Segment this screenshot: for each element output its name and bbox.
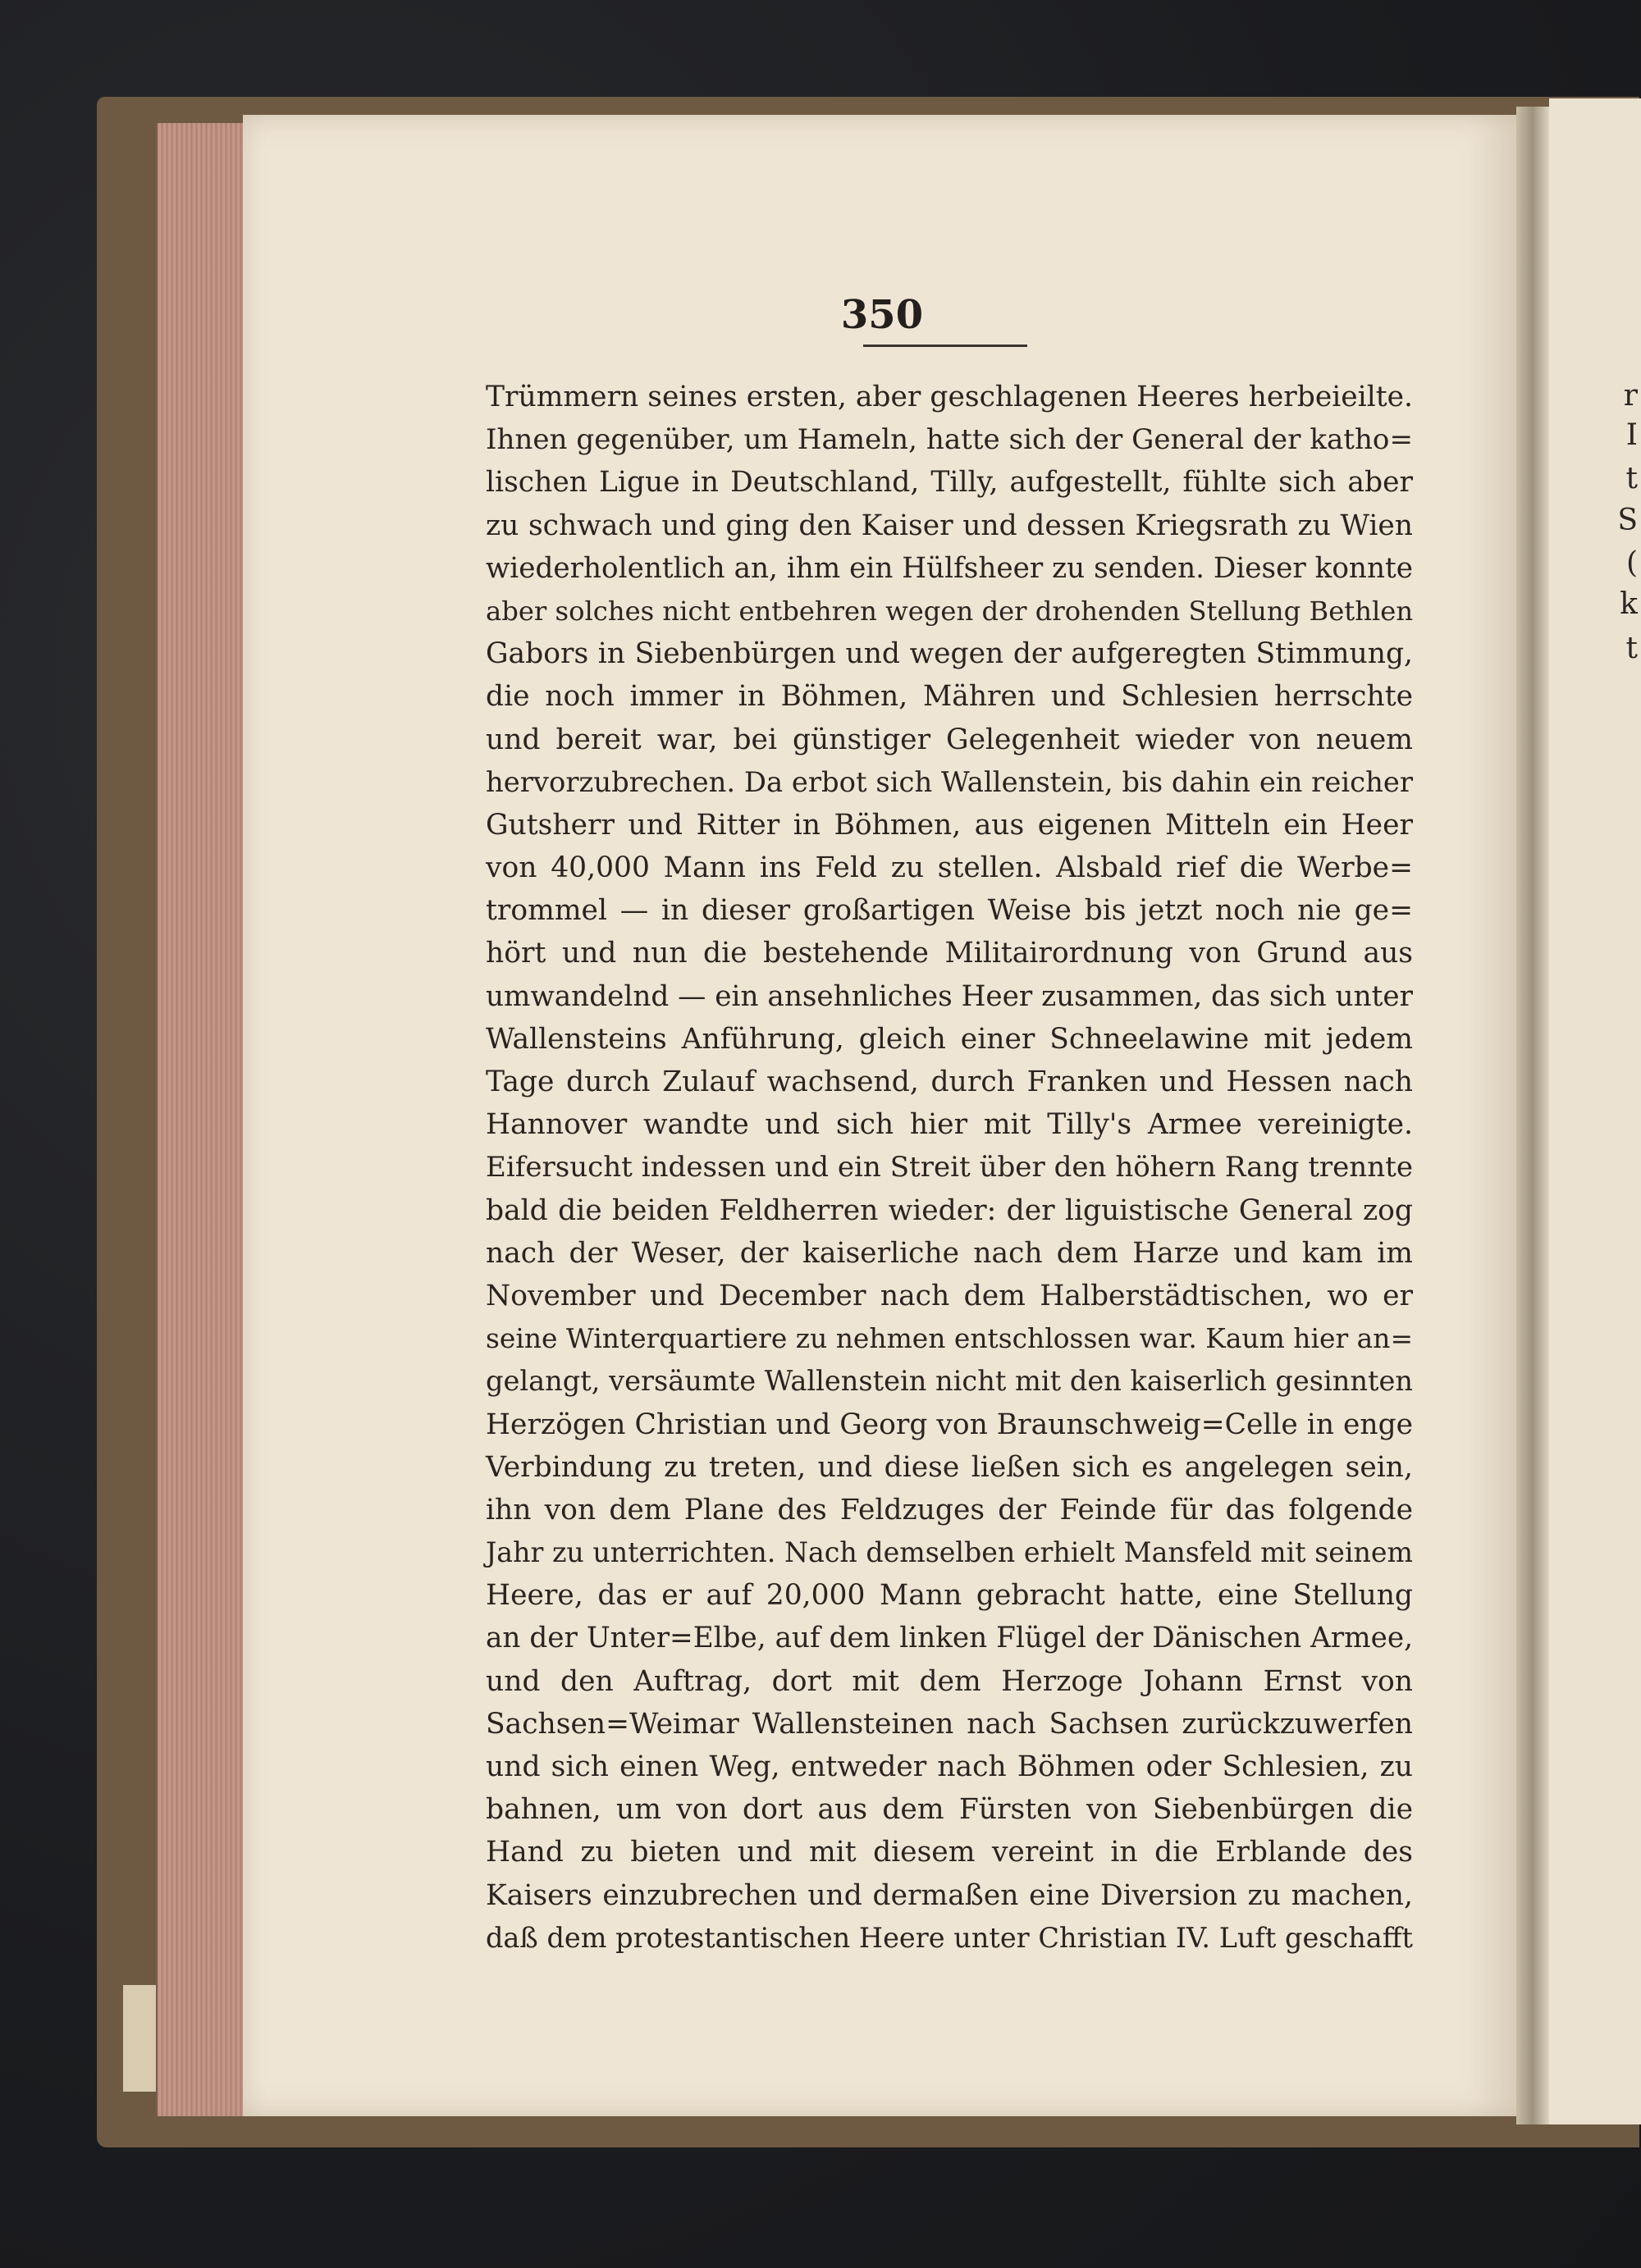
facing-page-fragment: I bbox=[1625, 418, 1638, 452]
header-rule bbox=[863, 345, 1027, 347]
text-line: ihn von dem Plane des Feldzuges der Feinde für das folgende bbox=[486, 1493, 1413, 1526]
text-line: aber solches nicht entbehren wegen der drohenden Stellung Bethlen bbox=[486, 595, 1414, 627]
text-line: Eifersucht indessen und ein Streit über den höhern Rang trennte bbox=[486, 1151, 1413, 1184]
text-line: Hand zu bieten und mit diesem vereint in die Erblande des bbox=[486, 1836, 1413, 1869]
text-line: seine Winterquartiere zu nehmen entschlossen war. Kaum hier an= bbox=[486, 1322, 1413, 1355]
text-line: Verbindung zu treten, und diese ließen sich es angelegen sein, bbox=[486, 1450, 1413, 1484]
text-line: gelangt, versäumte Wallenstein nicht mit den kaiserlich gesinnten bbox=[486, 1365, 1413, 1398]
text-line: Herzögen Christian und Georg von Braunschweig=Celle in enge bbox=[486, 1408, 1414, 1441]
facing-page-fragment: t bbox=[1625, 462, 1638, 495]
text-line: Sachsen=Weimar Wallensteinen nach Sachsen zurückzuwerfen bbox=[486, 1707, 1413, 1741]
facing-page-fragment: S bbox=[1617, 504, 1638, 537]
text-line: lischen Ligue in Deutschland, Tilly, aufgestellt, fühlte sich aber bbox=[486, 466, 1413, 500]
text-line: an der Unter=Elbe, auf dem linken Flügel der Dänischen Armee, bbox=[486, 1622, 1413, 1655]
text-line: Gutsherr und Ritter in Böhmen, aus eigenen Mitteln ein Heer bbox=[486, 808, 1413, 842]
book-gutter bbox=[1516, 107, 1549, 2124]
facing-page-fragment: t bbox=[1625, 632, 1638, 665]
text-line: nach der Weser, der kaiserliche nach dem Harze und kam im bbox=[486, 1236, 1413, 1270]
text-line: umwandelnd — ein ansehnliches Heer zusammen, das sich unter bbox=[486, 979, 1413, 1013]
text-line: die noch immer in Böhmen, Mähren und Schlesien herrschte bbox=[486, 680, 1413, 714]
body-text bbox=[486, 376, 1413, 1960]
facing-page-fragment: ( bbox=[1625, 546, 1638, 580]
text-line: bahnen, um von dort aus dem Fürsten von Siebenbürgen die bbox=[486, 1793, 1413, 1827]
text-line: hervorzubrechen. Da erbot sich Wallenstein, bis dahin ein reicher bbox=[486, 765, 1413, 798]
text-line: Heere, das er auf 20,000 Mann gebracht hatte, eine Stellung bbox=[486, 1579, 1413, 1613]
text-line: und sich einen Weg, entweder nach Böhmen oder Schlesien, zu bbox=[486, 1750, 1413, 1783]
facing-page-fragment: r bbox=[1623, 379, 1638, 413]
facing-page bbox=[1549, 98, 1641, 2124]
text-line: hört und nun die bestehende Militairordnung von Grund aus bbox=[486, 937, 1413, 970]
text-line: Trümmern seines ersten, aber geschlagenen Heeres herbeieilte. bbox=[486, 381, 1413, 413]
text-line: von 40,000 Mann ins Feld zu stellen. Alsbald rief die Werbe= bbox=[486, 851, 1413, 885]
page-stack-edge bbox=[156, 123, 248, 2116]
text-line: Gabors in Siebenbürgen und wegen der aufgeregten Stimmung, bbox=[486, 637, 1413, 671]
page-number-row bbox=[0, 292, 1641, 338]
text-line: Jahr zu unterrichten. Nach demselben erhielt Mansfeld mit seinem bbox=[486, 1536, 1413, 1569]
text-line: wiederholentlich an, ihm ein Hülfsheer zu senden. Dieser konnte bbox=[486, 551, 1413, 585]
text-line: Tage durch Zulauf wachsend, durch Franken und Hessen nach bbox=[486, 1066, 1413, 1098]
text-line: daß dem protestantischen Heere unter Christian IV. Luft geschafft bbox=[486, 1921, 1413, 1954]
text-line: und den Auftrag, dort mit dem Herzoge Johann Ernst von bbox=[486, 1664, 1413, 1698]
text-line: Hannover wandte und sich hier mit Tilly's Armee vereinigte. bbox=[486, 1108, 1413, 1142]
text-line: bald die beiden Feldherren wieder: der liguistische General zog bbox=[486, 1193, 1413, 1227]
text-line: Kaisers einzubrechen und dermaßen eine Diversion zu machen, bbox=[486, 1878, 1413, 1912]
facing-page-fragment: k bbox=[1620, 587, 1638, 621]
text-line: zu schwach und ging den Kaiser und dessen Kriegsrath zu Wien bbox=[486, 509, 1413, 542]
text-line: trommel — in dieser großartigen Weise bis jetzt noch nie ge= bbox=[486, 894, 1413, 928]
page-number: 350 bbox=[840, 292, 924, 338]
text-line: Ihnen gegenüber, um Hameln, hatte sich der General der katho= bbox=[486, 423, 1413, 457]
text-line: November und December nach dem Halberstädtischen, wo er bbox=[486, 1279, 1413, 1312]
text-line: und bereit war, bei günstiger Gelegenheit wieder von neuem bbox=[486, 723, 1413, 756]
text-line: Wallensteins Anführung, gleich einer Schneelawine mit jedem bbox=[486, 1022, 1413, 1056]
